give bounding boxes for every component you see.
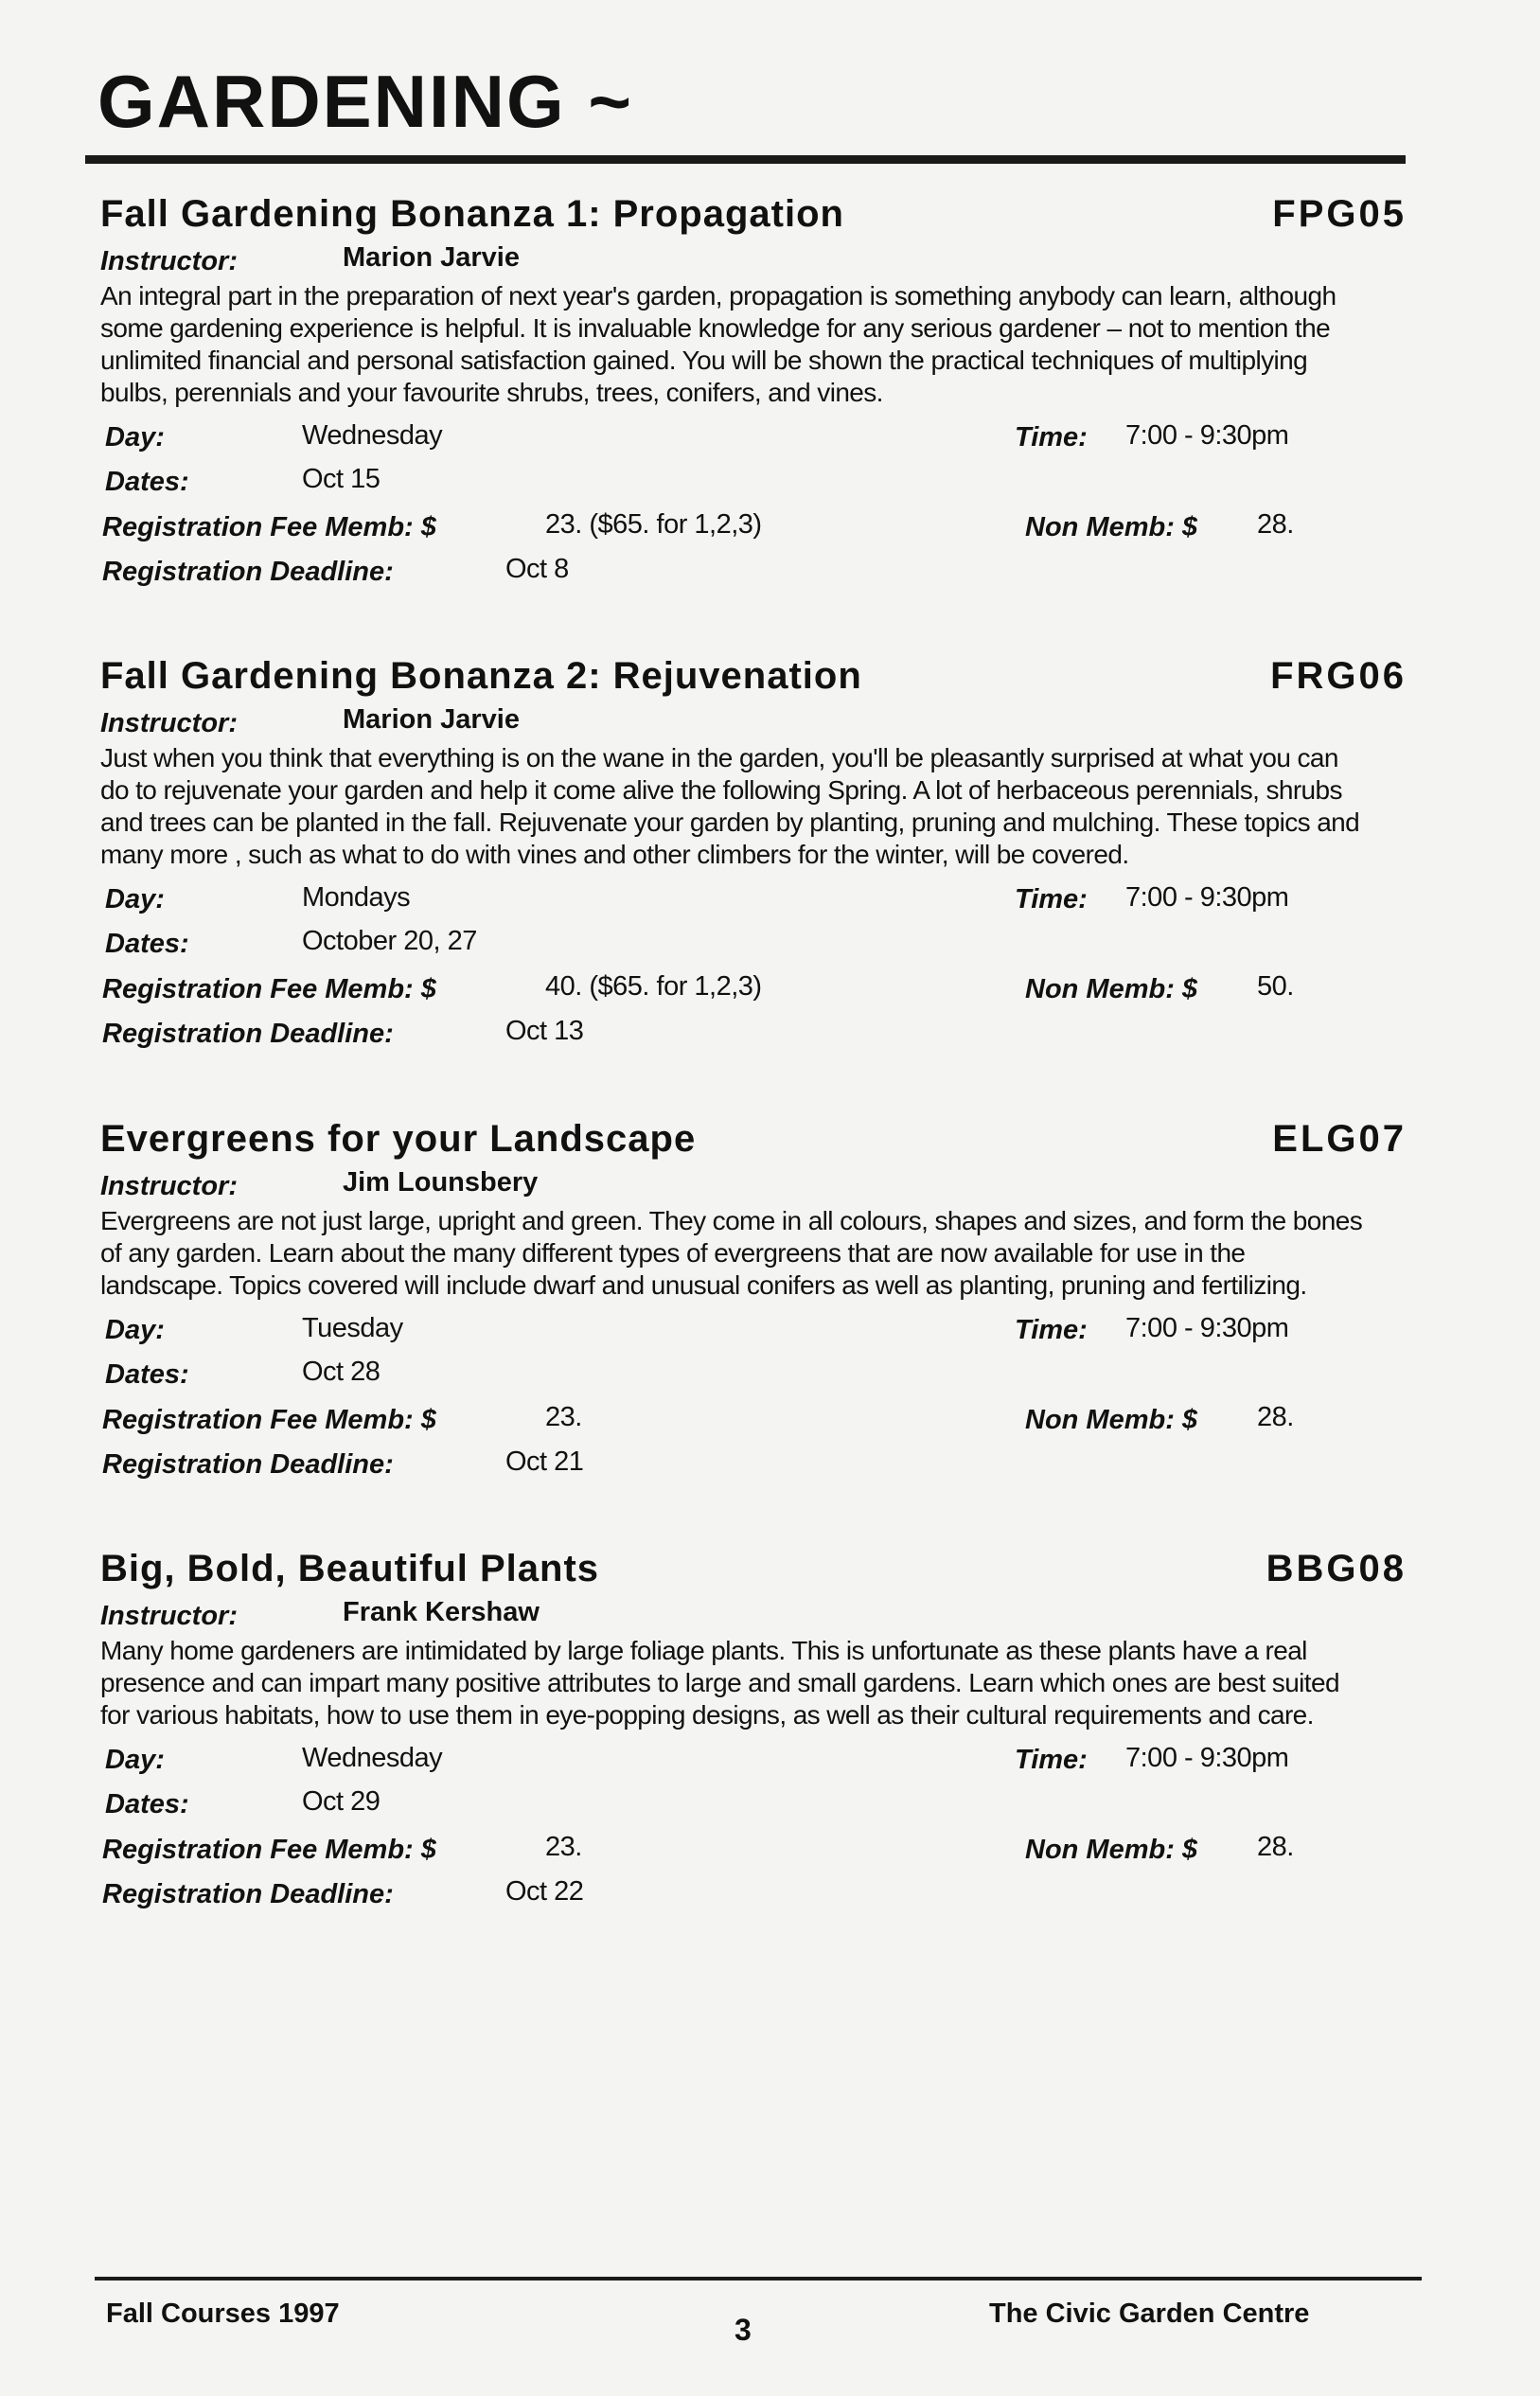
course-block — [100, 193, 1407, 593]
course-block — [100, 655, 1407, 1055]
instructor-label: Instructor: — [100, 1601, 238, 1631]
instructor-row — [100, 1597, 1407, 1635]
non-member-fee-label: Non Memb: $ — [1025, 1835, 1198, 1865]
deadline-label: Registration Deadline: — [102, 1449, 394, 1480]
instructor-name: Jim Lounsbery — [343, 1167, 539, 1198]
day-label: Day: — [105, 422, 165, 453]
footer-season: Fall Courses 1997 — [106, 2298, 340, 2329]
member-fee-label: Registration Fee Memb: $ — [102, 512, 436, 542]
instructor-name: Marion Jarvie — [343, 242, 520, 273]
member-fee-value: 23. — [545, 1402, 582, 1432]
course-header — [100, 1548, 1407, 1597]
instructor-row — [100, 704, 1407, 742]
dates-label: Dates: — [105, 1789, 189, 1819]
member-fee-value: 40. ($65. for 1,2,3) — [545, 971, 762, 1002]
course-header — [100, 655, 1407, 704]
footer-organization: The Civic Garden Centre — [989, 2298, 1310, 2329]
course-description: Evergreens are not just large, upright and green. They come in all colours, shapes and sizes, and form the bones of any garden. Learn about the many different types of evergreens that are now available for use in the landscape. Topics covered will include dwarf and unusual conifers as well as planting, pruning and fertilizing. — [100, 1206, 1363, 1300]
non-member-fee-value: 50. — [1257, 971, 1294, 1002]
course-details — [100, 1743, 1407, 1915]
non-member-fee-value: 28. — [1257, 509, 1294, 540]
non-member-fee-value: 28. — [1257, 1402, 1294, 1432]
time-label: Time: — [1015, 422, 1088, 453]
course-description: Many home gardeners are intimidated by large foliage plants. This is unfortunate as these plants have a real presence and can impart many positive attributes to large and small gardens. Learn which ones are best suited for various habitats, how to use them in eye-popping designs, as well as their cultural requirements and care. — [100, 1636, 1339, 1730]
time-label: Time: — [1015, 1315, 1088, 1345]
day-value: Wednesday — [302, 1743, 443, 1773]
deadline-label: Registration Deadline: — [102, 1019, 394, 1049]
section-title: GARDENING ~ — [97, 60, 633, 143]
time-label: Time: — [1015, 1745, 1088, 1775]
day-value: Tuesday — [302, 1313, 403, 1343]
instructor-name: Marion Jarvie — [343, 704, 520, 735]
day-label: Day: — [105, 1745, 165, 1775]
non-member-fee-value: 28. — [1257, 1832, 1294, 1862]
dates-value: Oct 29 — [302, 1786, 381, 1817]
dates-label: Dates: — [105, 467, 189, 497]
member-fee-label: Registration Fee Memb: $ — [102, 1835, 436, 1865]
course-header — [100, 193, 1407, 242]
member-fee-label: Registration Fee Memb: $ — [102, 974, 436, 1004]
instructor-label: Instructor: — [100, 708, 238, 738]
course-title: Evergreens for your Landscape — [100, 1118, 697, 1160]
non-member-fee-label: Non Memb: $ — [1025, 512, 1198, 542]
deadline-value: Oct 13 — [505, 1016, 584, 1046]
course-code: FPG05 — [1272, 193, 1407, 235]
instructor-row — [100, 242, 1407, 280]
time-value: 7:00 - 9:30pm — [1125, 420, 1289, 451]
deadline-value: Oct 22 — [505, 1876, 584, 1907]
member-fee-value: 23. ($65. for 1,2,3) — [545, 509, 762, 540]
non-member-fee-label: Non Memb: $ — [1025, 1405, 1198, 1435]
course-block — [100, 1118, 1407, 1485]
deadline-value: Oct 8 — [505, 554, 569, 584]
course-details — [100, 882, 1407, 1055]
course-code: ELG07 — [1272, 1118, 1407, 1160]
day-value: Mondays — [302, 882, 411, 913]
instructor-row — [100, 1167, 1407, 1205]
member-fee-value: 23. — [545, 1832, 582, 1862]
day-label: Day: — [105, 884, 165, 914]
course-block — [100, 1548, 1407, 1915]
course-header — [100, 1118, 1407, 1167]
deadline-value: Oct 21 — [505, 1446, 584, 1477]
time-value: 7:00 - 9:30pm — [1125, 1313, 1289, 1343]
course-title: Fall Gardening Bonanza 2: Rejuvenation — [100, 655, 862, 697]
course-details — [100, 1313, 1407, 1485]
course-title: Big, Bold, Beautiful Plants — [100, 1548, 600, 1589]
dates-label: Dates: — [105, 929, 189, 959]
instructor-label: Instructor: — [100, 1171, 238, 1201]
non-member-fee-label: Non Memb: $ — [1025, 974, 1198, 1004]
day-value: Wednesday — [302, 420, 443, 451]
dates-value: Oct 15 — [302, 464, 381, 494]
time-value: 7:00 - 9:30pm — [1125, 882, 1289, 913]
day-label: Day: — [105, 1315, 165, 1345]
page-number: 3 — [735, 2313, 752, 2347]
title-rule — [85, 155, 1406, 164]
course-details — [100, 420, 1407, 593]
course-code: FRG06 — [1270, 655, 1407, 697]
dates-label: Dates: — [105, 1359, 189, 1390]
deadline-label: Registration Deadline: — [102, 557, 394, 587]
course-description: Just when you think that everything is on the wane in the garden, you'll be pleasantly surprised at what you can do to rejuvenate your garden and help it come alive the following Spring. A lot of herbaceous perennials, shrubs and trees can be planted in the fall. Rejuvenate your garden by planting, pruning and mulching. These topics and many more , such as what to do with vines and other climbers for the winter, will be covered. — [100, 743, 1360, 869]
time-value: 7:00 - 9:30pm — [1125, 1743, 1289, 1773]
dates-value: October 20, 27 — [302, 926, 477, 956]
course-description: An integral part in the preparation of next year's garden, propagation is something anybody can learn, although some gardening experience is helpful. It is invaluable knowledge for any serious gardener – not to mention the unlimited financial and personal satisfaction gained. You will be shown the practical techniques of multiplying bulbs, perennials and your favourite shrubs, trees, conifers, and vines. — [100, 281, 1336, 407]
course-title: Fall Gardening Bonanza 1: Propagation — [100, 193, 844, 235]
course-code: BBG08 — [1266, 1548, 1407, 1589]
footer-rule — [95, 2277, 1422, 2281]
deadline-label: Registration Deadline: — [102, 1879, 394, 1909]
member-fee-label: Registration Fee Memb: $ — [102, 1405, 436, 1435]
time-label: Time: — [1015, 884, 1088, 914]
instructor-name: Frank Kershaw — [343, 1597, 540, 1627]
dates-value: Oct 28 — [302, 1357, 381, 1387]
instructor-label: Instructor: — [100, 246, 238, 276]
